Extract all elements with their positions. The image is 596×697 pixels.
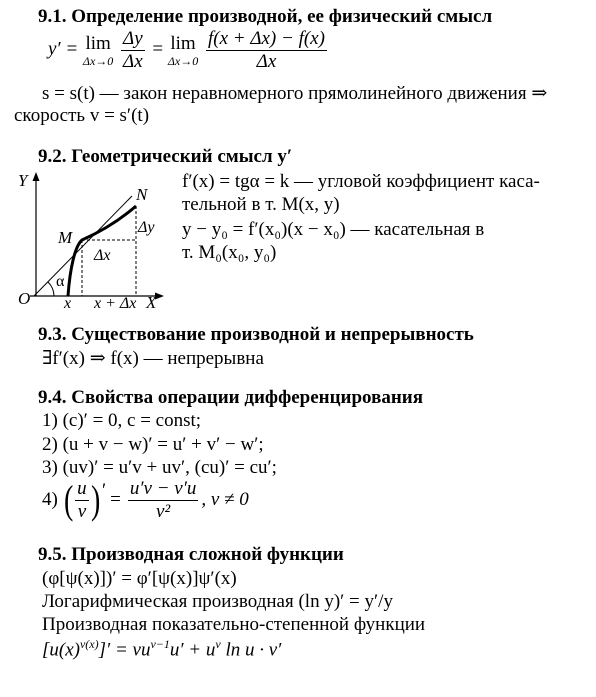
formula-part: ]′ = vu bbox=[98, 639, 151, 661]
motion-law-line: s = s(t) — закон неравномерного прямолинейного движения ⇒ bbox=[42, 83, 548, 104]
fraction-denominator: v² bbox=[156, 500, 171, 522]
right-paren: ) bbox=[90, 477, 100, 523]
label-M: M bbox=[58, 228, 73, 247]
fraction-denominator: v bbox=[77, 500, 87, 522]
limit-2 bbox=[168, 34, 198, 67]
geometric-meaning-line-2: тельной в т. M(x, y) bbox=[182, 194, 340, 215]
fraction-quotient-rule bbox=[128, 478, 199, 523]
label-dy: Δy bbox=[138, 219, 155, 236]
label-N: N bbox=[136, 185, 148, 204]
fraction-dy-dx bbox=[121, 28, 145, 73]
alpha-arc bbox=[48, 282, 54, 296]
label-alpha: α bbox=[56, 273, 65, 290]
property-2: 2) (u + v − w)′ = u′ + v′ − w′; bbox=[42, 434, 264, 455]
velocity-line: скорость v = s′(t) bbox=[14, 105, 150, 126]
label-dx: Δx bbox=[94, 247, 111, 264]
tangent-line bbox=[34, 196, 132, 296]
derivative-definition-formula bbox=[48, 28, 330, 73]
section-heading-9-2: 9.2. Геометрический смысл y′ bbox=[38, 146, 293, 167]
tangent-point-line: т. M₀(x₀, y₀) bbox=[182, 242, 277, 263]
equals-sign: = bbox=[110, 489, 121, 511]
fraction-numerator: Δy bbox=[123, 28, 143, 49]
fraction-difference-quotient bbox=[206, 28, 327, 73]
prime-mark: ′ bbox=[101, 480, 107, 501]
geometric-meaning-line-1: f′(x) = tgα = k — угловой коэффициент каса- bbox=[182, 171, 540, 192]
formula-exponent: v bbox=[215, 637, 221, 651]
power-exponential-formula bbox=[42, 637, 281, 661]
section-heading-9-4: 9.4. Свойства операции дифференцирования bbox=[38, 387, 424, 408]
y-axis-arrow-icon bbox=[33, 172, 40, 181]
left-paren: ( bbox=[63, 477, 74, 523]
equals-sign: = bbox=[152, 38, 164, 60]
fraction-numerator: f(x + Δx) − f(x) bbox=[207, 28, 325, 49]
lim-text: lim bbox=[85, 32, 111, 54]
tangent-figure bbox=[10, 168, 175, 310]
label-x: x bbox=[64, 295, 72, 310]
section-heading-9-3: 9.3. Существование производной и непрерывность bbox=[38, 324, 474, 345]
fraction-u-v bbox=[75, 478, 89, 523]
label-x-plus-dx: x + Δx bbox=[94, 295, 137, 310]
formula-part: u′ + u bbox=[169, 639, 216, 661]
formula-exponent: v(x) bbox=[79, 637, 99, 651]
label-O: O bbox=[18, 289, 31, 308]
chain-rule-line: (φ[ψ(x)])′ = φ′[ψ(x)]ψ′(x) bbox=[42, 568, 237, 589]
section-heading-9-5: 9.5. Производная сложной функции bbox=[38, 544, 344, 565]
property-4 bbox=[42, 478, 249, 523]
limit-1 bbox=[83, 34, 113, 67]
section-heading-9-1: 9.1. Определение производной, ее физический смысл bbox=[38, 6, 493, 27]
formula-lhs: y′ = bbox=[48, 38, 79, 60]
power-exponential-title: Производная показательно-степенной функции bbox=[42, 614, 426, 635]
fraction-denominator: Δx bbox=[123, 50, 143, 72]
lim-subscript: Δx→0 bbox=[82, 53, 114, 68]
property-4-number: 4) bbox=[42, 489, 58, 511]
condition-text: , v ≠ 0 bbox=[201, 489, 249, 511]
property-3: 3) (uv)′ = u′v + uv′, (cu)′ = cu′; bbox=[42, 457, 277, 478]
formula-part: ln u · v′ bbox=[225, 639, 282, 661]
property-1: 1) (c)′ = 0, c = const; bbox=[42, 410, 202, 431]
tangent-equation-line: y − y₀ = f′(x₀)(x − x₀) — касательная в bbox=[182, 219, 485, 240]
fraction-denominator: Δx bbox=[256, 50, 277, 72]
label-Y: Y bbox=[18, 171, 28, 190]
log-derivative-line: Логарифмическая производная (ln y)′ = y′/y bbox=[42, 591, 393, 612]
lim-subscript: Δx→0 bbox=[167, 53, 199, 68]
fraction-numerator: u bbox=[77, 478, 87, 499]
formula-part: [u(x) bbox=[42, 639, 80, 661]
lim-text: lim bbox=[170, 32, 196, 54]
continuity-line: ∃f′(x) ⇒ f(x) — непрерывна bbox=[42, 348, 264, 369]
fraction-numerator: u′v − v′u bbox=[129, 478, 197, 499]
formula-exponent: v−1 bbox=[150, 637, 170, 651]
label-X: X bbox=[146, 293, 157, 310]
